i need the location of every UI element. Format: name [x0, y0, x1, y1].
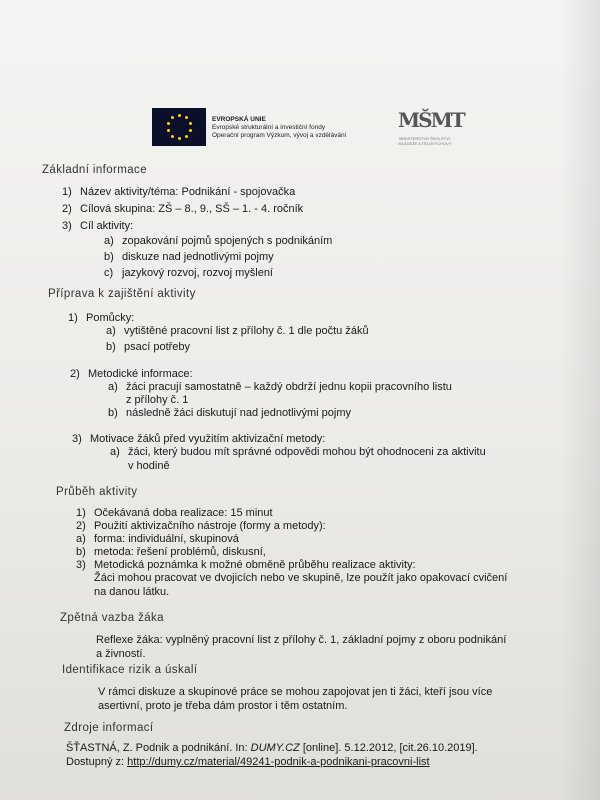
- list-item: 2) Cílová skupina: ZŠ – 8., 9., SŠ – 1. - 4. ročník: [62, 203, 304, 215]
- sub-item: b) metoda: řešení problémů, diskusní,: [76, 546, 266, 558]
- list-item: 3) Motivace žáků před využitím aktivizační metody:: [72, 433, 326, 445]
- sub-item: a) forma: individuální, skupinová: [76, 533, 239, 545]
- section-title-preparation: Příprava k zajištění aktivity: [48, 288, 196, 300]
- section-title-sources: Zdroje informací: [64, 722, 154, 734]
- msmt-logo-mark: MŠMT: [398, 108, 464, 132]
- msmt-logo: [390, 108, 464, 154]
- list-item: 2) Metodické informace:: [70, 368, 193, 380]
- paragraph-line: V rámci diskuze a skupinové práce se mohou zapojovat jen ti žáci, kteří jsou více: [98, 686, 493, 698]
- list-item: 1) Pomůcky:: [68, 312, 135, 324]
- sub-item-continuation: z přílohy č. 1: [126, 394, 189, 406]
- sub-item: b) následně žáci diskutují nad jednotlivými pojmy: [108, 407, 352, 419]
- section-title-basic-info: Základní informace: [42, 164, 147, 176]
- paragraph-line: Žáci mohou pracovat ve dvojicích nebo ve skupině, lze použít jako opakovací cvičení: [94, 572, 508, 584]
- sub-item-continuation: v hodině: [128, 460, 170, 472]
- list-item: 2) Použití aktivizačního nástroje (formy a metody):: [76, 520, 326, 532]
- citation-line: Dostupný z: http://dumy.cz/material/49241-podnik-a-podnikani-pracovni-list: [66, 756, 430, 768]
- sub-item: a) žáci pracují samostatně – každý obdrží jednu kopii pracovního listu: [108, 381, 452, 393]
- paragraph-line: a živností.: [96, 648, 146, 660]
- eu-title: EVROPSKÁ UNIE: [212, 116, 266, 123]
- eu-flag-icon: [152, 108, 206, 146]
- paragraph-line: Reflexe žáka: vyplněný pracovní list z přílohy č. 1, základní pojmy z oboru podnikání: [96, 634, 507, 646]
- section-title-risks: Identifikace rizik a úskalí: [62, 664, 198, 676]
- paragraph-line: asertivní, proto je třeba dám prostor i těm ostatním.: [98, 700, 348, 712]
- eu-caption: [212, 116, 346, 140]
- list-item: 1) Očekávaná doba realizace: 15 minut: [76, 507, 273, 519]
- list-item: 3) Cíl aktivity:: [62, 220, 134, 232]
- sub-item: a) žáci, který budou mít správné odpovědi mohou být ohodnoceni za aktivitu: [110, 446, 486, 458]
- section-title-feedback: Zpětná vazba žáka: [60, 612, 164, 624]
- sub-item: a) zopakování pojmů spojených s podnikáním: [104, 235, 333, 247]
- list-item: 3) Metodická poznámka k možné obměně průběhu realizace aktivity:: [76, 559, 416, 571]
- page-shadow: [560, 0, 600, 800]
- sub-item: a) vytištěné pracovní list z přílohy č. 1 dle počtu žáků: [106, 325, 369, 337]
- header-logos: [152, 108, 472, 158]
- citation-line: ŠŤASTNÁ, Z. Podnik a podnikání. In: DUMY.CZ [online]. 5.12.2012, [cit.26.10.2019].: [66, 742, 478, 754]
- eu-line2: Operační program Výzkum, vývoj a vzdělávání: [212, 132, 347, 139]
- source-link[interactable]: http://dumy.cz/material/49241-podnik-a-podnikani-pracovni-list: [127, 756, 430, 768]
- sub-item: c) jazykový rozvoj, rozvoj myšlení: [104, 267, 273, 279]
- sub-item: b) psací potřeby: [106, 341, 191, 353]
- eu-line1: Evropské strukturální a investiční fondy: [212, 124, 326, 131]
- paragraph-line: na danou látku.: [94, 586, 170, 598]
- sub-item: b) diskuze nad jednotlivými pojmy: [104, 251, 274, 263]
- msmt-caption: MINISTERSTVO ŠKOLSTVÍ, MLÁDEŽE A TĚLOVÝCHOVY: [398, 136, 452, 146]
- section-title-progress: Průběh aktivity: [56, 486, 138, 498]
- list-item: 1) Název aktivity/téma: Podnikání - spojovačka: [62, 186, 296, 198]
